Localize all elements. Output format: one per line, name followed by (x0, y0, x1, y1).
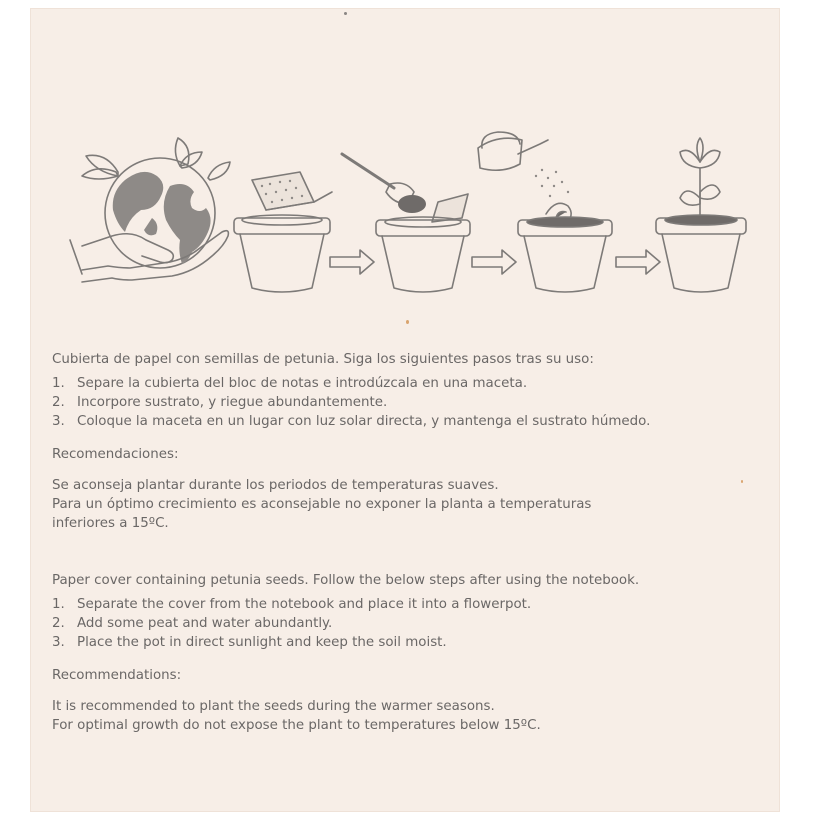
list-item: 2. Incorpore sustrato, y riegue abundantemente. (52, 395, 388, 410)
spanish-recommendations-heading: Recomendaciones: (52, 447, 179, 462)
paper-speck (406, 320, 409, 324)
flower-pot-icon (234, 215, 330, 292)
list-item: 3. Place the pot in direct sunlight and keep the soil moist. (52, 635, 447, 650)
list-item: 3. Coloque la maceta en un lugar con luz solar directa, y mantenga el sustrato húmedo. (52, 414, 651, 429)
planting-steps-illustration (30, 8, 780, 308)
flower-pot-icon (518, 217, 612, 292)
paper-speck (344, 12, 347, 15)
seed-paper-card (30, 8, 780, 812)
spanish-instructions (52, 350, 772, 533)
english-recommendation-line: For optimal growth do not expose the plant to temperatures below 15ºC. (52, 718, 541, 733)
english-steps-list (52, 595, 772, 652)
arrow-right-icon (616, 250, 660, 274)
flower-pot-icon (376, 217, 470, 292)
english-recommendation-line: It is recommended to plant the seeds during the warmer seasons. (52, 699, 495, 714)
list-item: 2. Add some peat and water abundantly. (52, 616, 333, 631)
earth-in-hand-icon (70, 138, 230, 282)
spanish-recommendation-line: Se aconseja plantar durante los periodos de temperaturas suaves. (52, 478, 499, 493)
arrow-right-icon (472, 250, 516, 274)
flower-pot-icon (656, 138, 746, 292)
trowel-soil-icon (342, 154, 468, 222)
paper-cover-icon (252, 172, 332, 210)
spanish-intro: Cubierta de papel con semillas de petunia. Siga los siguientes pasos tras su uso: (52, 352, 594, 367)
arrow-right-icon (330, 250, 374, 274)
spanish-steps-list (52, 374, 772, 431)
english-recommendations-heading: Recommendations: (52, 668, 182, 683)
english-instructions (52, 571, 772, 735)
english-intro: Paper cover containing petunia seeds. Follow the below steps after using the notebook. (52, 573, 640, 588)
list-item: 1. Separate the cover from the notebook and place it into a flowerpot. (52, 597, 532, 612)
watering-can-icon (478, 132, 571, 224)
spanish-recommendation-line: inferiores a 15ºC. (52, 516, 169, 531)
list-item: 1. Separe la cubierta del bloc de notas e introdúzcala en una maceta. (52, 376, 528, 391)
spanish-recommendation-line: Para un óptimo crecimiento es aconsejable no exponer la planta a temperaturas (52, 497, 592, 512)
